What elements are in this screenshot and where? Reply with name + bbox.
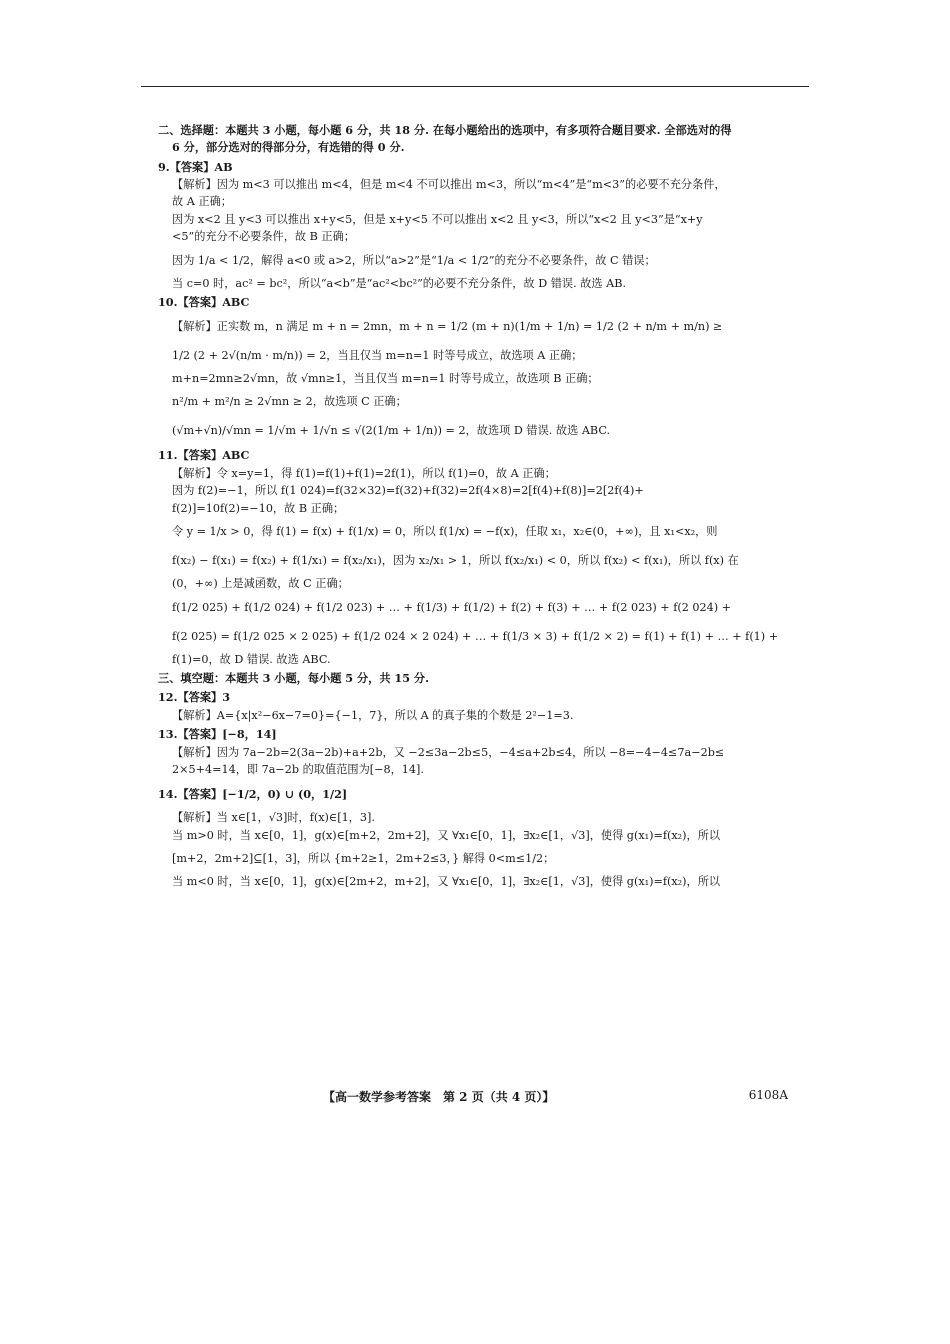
q13-line: 【解析】因为 7a−2b=2(3a−2b)+a+2b，又 −2≤3a−2b≤5，−4≤a+2b≤4，所以 −8=−4−4≤7a−2b≤: [172, 745, 725, 759]
section3-heading: 三、填空题：本题共 3 小题，每小题 5 分，共 15 分.: [158, 671, 429, 686]
q14-line: 当 m<0 时，当 x∈[0，1]，g(x)∈[2m+2，m+2]，又 ∀x₁∈[0，1]，∃x₂∈[1，√3]，使得 g(x₁)=f(x₂)，所以: [172, 875, 721, 889]
q13-answer: 13.【答案】[−8，14]: [158, 727, 277, 742]
q11-answer: 11.【答案】ABC: [158, 448, 250, 463]
section2-heading-line2: 6 分，部分选对的得部分分，有选错的得 0 分.: [172, 140, 405, 155]
q11-line: (0，+∞) 上是减函数，故 C 正确；: [172, 577, 349, 591]
q9-line: 因为 x<2 且 y<3 可以推出 x+y<5，但是 x+y<5 不可以推出 x<2 且 y<3，所以“x<2 且 y<3”是“x+y: [172, 212, 703, 226]
q11-line: 因为 f(2)=−1，所以 f(1 024)=f(32×32)=f(32)+f(32)=2f(4×8)=2[f(4)+f(8)]=2[2f(4)+: [172, 484, 644, 498]
q11-line: f(1)=0，故 D 错误. 故选 ABC.: [172, 652, 331, 666]
q10-answer: 10.【答案】ABC: [158, 295, 250, 310]
q10-line: m+n=2mn≥2√mn，故 √mn≥1，当且仅当 m=n=1 时等号成立，故选项 B 正确；: [172, 371, 599, 385]
q14-line: [m+2，2m+2]⊆[1，3]，所以 {m+2≥1，2m+2≤3，} 解得 0<m≤1/2；: [172, 852, 555, 866]
q10-line: (√m+√n)/√mn = 1/√m + 1/√n ≤ √(2(1/m + 1/n)) = 2，故选项 D 错误. 故选 ABC.: [172, 424, 611, 438]
q12-answer: 12.【答案】3: [158, 690, 230, 705]
footer-code: 6108A: [748, 1088, 788, 1102]
q13-line: 2×5+4=14，即 7a−2b 的取值范围为[−8，14].: [172, 762, 424, 776]
footer-title: 【高一数学参考答案 第 2 页（共 4 页）】: [323, 1090, 555, 1104]
q11-line: f(1/2 025) + f(1/2 024) + f(1/2 023) + … + f(1/3) + f(1/2) + f(2) + f(3) + … + f(2 023) + f(2 024) +: [172, 600, 732, 614]
q11-line: 令 y = 1/x > 0，得 f(1) = f(x) + f(1/x) = 0，所以 f(1/x) = −f(x)，任取 x₁，x₂∈(0，+∞)，且 x₁<x₂，则: [172, 524, 718, 538]
q10-line: n²/m + m²/n ≥ 2√mn ≥ 2，故选项 C 正确；: [172, 395, 407, 409]
q11-line: f(2 025) = f(1/2 025 × 2 025) + f(1/2 024 × 2 024) + … + f(1/3 × 3) + f(1/2 × 2) = f(1) + f(1) + … + f(1) +: [172, 629, 779, 643]
answer-page: [158, 122, 798, 891]
q11-line: f(2)]=10f(2)=−10，故 B 正确；: [172, 501, 345, 515]
q9-answer: 9.【答案】AB: [158, 159, 233, 174]
q14-line: 当 m>0 时，当 x∈[0，1]，g(x)∈[m+2，2m+2]，又 ∀x₁∈[0，1]，∃x₂∈[1，√3]，使得 g(x₁)=f(x₂)，所以: [172, 828, 721, 842]
q10-line: 1/2 (2 + 2√(n/m · m/n)) = 2，当且仅当 m=n=1 时等号成立，故选项 A 正确；: [172, 348, 583, 362]
q9-line: 【解析】因为 m<3 可以推出 m<4，但是 m<4 不可以推出 m<3，所以“m<4”是“m<3”的必要不充分条件，: [172, 178, 726, 192]
q10-line: 【解析】正实数 m，n 满足 m + n = 2mn，m + n = 1/2 (m + n)(1/m + 1/n) = 1/2 (2 + n/m + m/n) ≥: [172, 319, 723, 333]
q9-line: <5”的充分不必要条件，故 B 正确；: [172, 230, 355, 244]
q9-line: 当 c=0 时，ac² = bc²，所以“a<b”是“ac²<bc²”的必要不充分条件，故 D 错误. 故选 AB.: [172, 276, 627, 290]
q9-line: 因为 1/a < 1/2，解得 a<0 或 a>2，所以“a>2”是“1/a < 1/2”的充分不必要条件，故 C 错误；: [172, 253, 656, 267]
q11-line: 【解析】令 x=y=1，得 f(1)=f(1)+f(1)=2f(1)，所以 f(1)=0，故 A 正确；: [172, 466, 556, 480]
q14-answer: 14.【答案】[−1/2，0) ∪ (0，1/2]: [158, 787, 348, 802]
section2-heading-line1: 二、选择题：本题共 3 小题，每小题 6 分，共 18 分. 在每小题给出的选项中，有多项符合题目要求. 全部选对的得: [158, 123, 732, 137]
header-rule: [141, 86, 809, 87]
q12-line: 【解析】A={x|x²−6x−7=0}={−1，7}，所以 A 的真子集的个数是 2²−1=3.: [172, 708, 574, 722]
q9-line: 故 A 正确；: [172, 195, 232, 209]
q14-line: 【解析】当 x∈[1，√3]时，f(x)∈[1，3].: [172, 811, 375, 825]
q11-line: f(x₂) − f(x₁) = f(x₂) + f(1/x₁) = f(x₂/x₁)，因为 x₂/x₁ > 1，所以 f(x₂/x₁) < 0，所以 f(x₂) < f(x₁)，所以 f(x) 在: [172, 554, 739, 568]
